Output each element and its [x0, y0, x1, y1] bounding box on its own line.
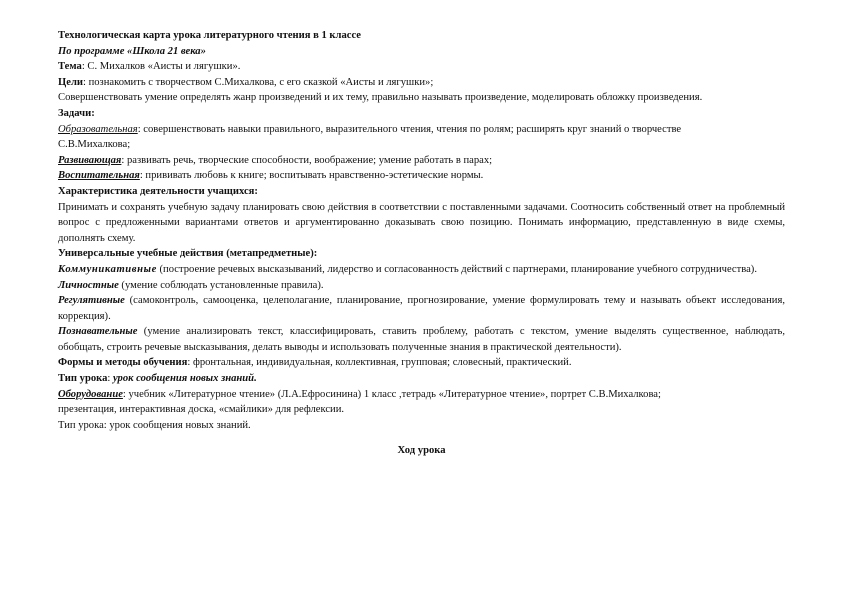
- tasks-heading: Задачи:: [58, 107, 95, 119]
- task-upbringing: [58, 168, 785, 184]
- task-educational-label: Образовательная: [58, 123, 138, 135]
- goals-continuation: Совершенствовать умение определять жанр произведений и их тему, правильно называть произведение, моделировать обложку произведения.: [58, 92, 703, 104]
- lesson-type-label: Тип урока: [58, 373, 108, 385]
- lesson-plan-document: [58, 28, 785, 459]
- equipment-text: : учебник «Литературное чтение» (Л.А.Ефросинина) 1 класс ,тетрадь «Литературное чтение», портрет С.В.Михалкова;: [122, 388, 661, 400]
- activity-heading: Характеристика деятельности учащихся:: [58, 185, 258, 197]
- activity-text: Принимать и сохранять учебную задачу планировать свою действия в соответствии с поставленными задачами. Соотносить собственный ответ на проблемный вопрос с предложенными вариантами ответов и аргументированно доказывать свою позицию. Понимать информацию, представленную в виде схемы, дополнять схему.: [58, 201, 785, 244]
- equipment-label: Оборудование: [58, 388, 123, 400]
- uud-cognitive-label: Познавательные: [58, 326, 138, 338]
- task-upbringing-label: Воспитательная: [58, 170, 140, 182]
- task-developing-text: : развивать речь, творческие способности, воображение; умение работать в парах;: [121, 154, 493, 166]
- uud-personal: [58, 278, 785, 294]
- uud-communicative-text: (построение речевых высказываний, лидерство и согласованность действий с партнерами, планирование учебного сотрудничества).: [156, 263, 757, 275]
- lesson-type-colon: :: [107, 373, 113, 385]
- forms-label: Формы и методы обучения: [58, 357, 188, 369]
- uud-regulative-label: Регулятивные: [58, 295, 125, 307]
- equipment-line: [58, 387, 785, 403]
- task-educational-text: : совершенствовать навыки правильного, выразительного чтения, чтения по ролям; расширять круг знаний о творчестве: [137, 123, 682, 135]
- goals-text: : познакомить с творчеством С.Михалкова, с его сказкой «Аисты и лягушки»;: [83, 76, 434, 88]
- topic-label: Тема: [58, 61, 82, 73]
- forms-text: : фронтальная, индивидуальная, коллективная, групповая; словесный, практический.: [187, 357, 572, 369]
- goals-line: [58, 75, 785, 91]
- task-developing-label: Развивающая: [58, 154, 122, 166]
- uud-regulative: [58, 293, 785, 324]
- uud-cognitive-text: (умение анализировать текст, классифицировать, ставить проблему, работать с текстом, умение выделять существенное, наблюдать, обобщать, строить речевые высказывания, делать выводы и использовать полученные знания в практической деятельности).: [58, 326, 785, 353]
- lesson-course-heading: Ход урока: [397, 445, 446, 457]
- uud-communicative: [58, 262, 785, 278]
- lesson-type-repeat: Тип урока: урок сообщения новых знаний.: [58, 419, 251, 431]
- lesson-type-line: [58, 371, 785, 387]
- topic-line: [58, 59, 785, 75]
- topic-text: : С. Михалков «Аисты и лягушки».: [81, 61, 241, 73]
- forms-line: [58, 355, 785, 371]
- uud-personal-label: Личностные: [58, 279, 119, 291]
- equipment-continuation: презентация, интерактивная доска, «смайлики» для рефлексии.: [58, 404, 345, 416]
- task-upbringing-text: : прививать любовь к книге; воспитывать нравственно-эстетические нормы.: [139, 170, 484, 182]
- task-educational: [58, 122, 785, 138]
- document-title: Технологическая карта урока литературного чтения в 1 классе: [58, 30, 362, 41]
- task-educational-continuation: С.В.Михалкова;: [58, 139, 131, 151]
- task-developing: [58, 153, 785, 169]
- uud-regulative-text: (самоконтроль, самооценка, целеполагание, планирование, прогнозирование, умение формулировать тему и называть объект исследования, коррекция).: [58, 295, 785, 322]
- uud-cognitive: [58, 324, 785, 355]
- goals-label: Цели: [58, 76, 83, 88]
- uud-heading: Универсальные учебные действия (метапредметные):: [58, 248, 318, 260]
- uud-communicative-label: Коммуникативные: [58, 263, 157, 275]
- uud-personal-text: (умение соблюдать установленные правила).: [118, 279, 324, 291]
- program-line: По программе «Школа 21 века»: [58, 45, 206, 57]
- lesson-type-text: урок сообщения новых знаний.: [112, 373, 257, 385]
